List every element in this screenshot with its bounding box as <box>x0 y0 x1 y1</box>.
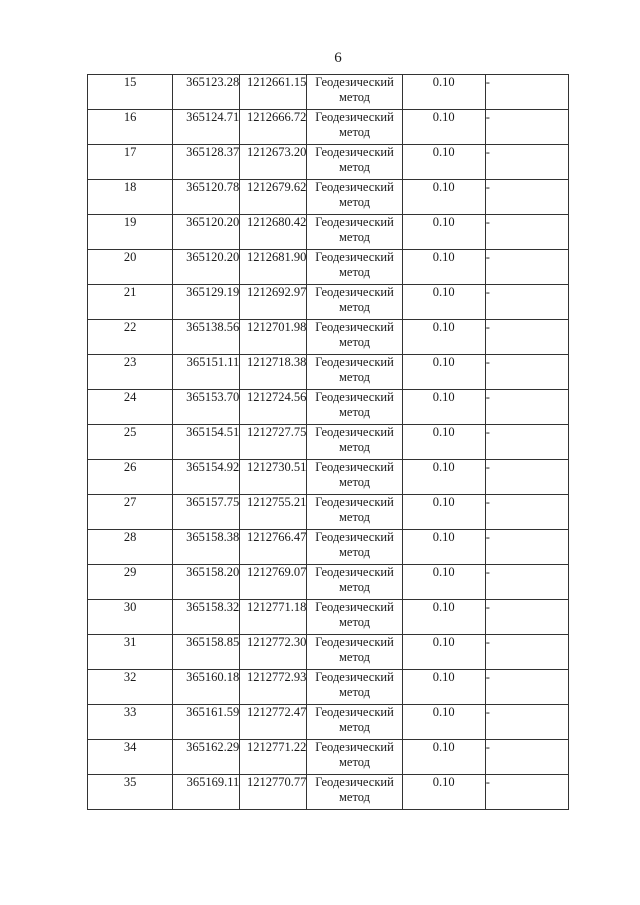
note-cell: - <box>485 250 568 285</box>
y-coordinate-cell: 1212718.38 <box>240 355 307 390</box>
y-coordinate-cell: 1212724.56 <box>240 390 307 425</box>
accuracy-cell: 0.10 <box>402 355 485 390</box>
method-cell <box>307 705 402 740</box>
coordinates-table <box>87 74 569 810</box>
x-coordinate-cell: 365154.92 <box>173 460 240 495</box>
y-coordinate-cell: 1212771.18 <box>240 600 307 635</box>
accuracy-cell: 0.10 <box>402 670 485 705</box>
y-coordinate-cell: 1212673.20 <box>240 145 307 180</box>
point-number-cell: 32 <box>88 670 173 705</box>
table-row <box>88 495 569 530</box>
method-label-line1: Геодезический <box>315 740 394 754</box>
method-cell <box>307 145 402 180</box>
table-row <box>88 110 569 145</box>
method-label-line2: метод <box>339 195 371 209</box>
accuracy-cell: 0.10 <box>402 495 485 530</box>
y-coordinate-cell: 1212771.22 <box>240 740 307 775</box>
method-label-line1: Геодезический <box>315 460 394 474</box>
method-cell <box>307 425 402 460</box>
method-label-line2: метод <box>339 545 371 559</box>
y-coordinate-cell: 1212755.21 <box>240 495 307 530</box>
method-label-line1: Геодезический <box>315 425 394 439</box>
method-cell <box>307 740 402 775</box>
x-coordinate-cell: 365128.37 <box>173 145 240 180</box>
accuracy-cell: 0.10 <box>402 635 485 670</box>
note-cell: - <box>485 635 568 670</box>
table-body <box>88 75 569 810</box>
method-cell <box>307 635 402 670</box>
y-coordinate-cell: 1212701.98 <box>240 320 307 355</box>
table-row <box>88 530 569 565</box>
note-cell: - <box>485 145 568 180</box>
y-coordinate-cell: 1212769.07 <box>240 565 307 600</box>
x-coordinate-cell: 365138.56 <box>173 320 240 355</box>
note-cell: - <box>485 565 568 600</box>
method-label-line2: метод <box>339 790 371 804</box>
table-row <box>88 215 569 250</box>
note-cell: - <box>485 740 568 775</box>
x-coordinate-cell: 365160.18 <box>173 670 240 705</box>
method-label-line1: Геодезический <box>315 285 394 299</box>
method-label-line1: Геодезический <box>315 495 394 509</box>
y-coordinate-cell: 1212666.72 <box>240 110 307 145</box>
accuracy-cell: 0.10 <box>402 530 485 565</box>
note-cell: - <box>485 390 568 425</box>
accuracy-cell: 0.10 <box>402 320 485 355</box>
accuracy-cell: 0.10 <box>402 390 485 425</box>
table-row <box>88 285 569 320</box>
y-coordinate-cell: 1212730.51 <box>240 460 307 495</box>
method-cell <box>307 390 402 425</box>
method-label-line2: метод <box>339 370 371 384</box>
method-label-line2: метод <box>339 335 371 349</box>
table-row <box>88 355 569 390</box>
x-coordinate-cell: 365120.20 <box>173 215 240 250</box>
method-label-line2: метод <box>339 650 371 664</box>
point-number-cell: 15 <box>88 75 173 110</box>
accuracy-cell: 0.10 <box>402 75 485 110</box>
accuracy-cell: 0.10 <box>402 285 485 320</box>
point-number-cell: 27 <box>88 495 173 530</box>
table-row <box>88 320 569 355</box>
note-cell: - <box>485 215 568 250</box>
point-number-cell: 30 <box>88 600 173 635</box>
x-coordinate-cell: 365120.20 <box>173 250 240 285</box>
method-label-line1: Геодезический <box>315 635 394 649</box>
note-cell: - <box>485 705 568 740</box>
y-coordinate-cell: 1212766.47 <box>240 530 307 565</box>
method-cell <box>307 775 402 810</box>
y-coordinate-cell: 1212727.75 <box>240 425 307 460</box>
method-label-line2: метод <box>339 90 371 104</box>
method-label-line1: Геодезический <box>315 705 394 719</box>
accuracy-cell: 0.10 <box>402 110 485 145</box>
x-coordinate-cell: 365157.75 <box>173 495 240 530</box>
method-cell <box>307 670 402 705</box>
y-coordinate-cell: 1212679.62 <box>240 180 307 215</box>
point-number-cell: 23 <box>88 355 173 390</box>
method-label-line2: метод <box>339 615 371 629</box>
note-cell: - <box>485 180 568 215</box>
accuracy-cell: 0.10 <box>402 740 485 775</box>
note-cell: - <box>485 110 568 145</box>
method-label-line1: Геодезический <box>315 110 394 124</box>
y-coordinate-cell: 1212770.77 <box>240 775 307 810</box>
y-coordinate-cell: 1212772.47 <box>240 705 307 740</box>
method-label-line1: Геодезический <box>315 250 394 264</box>
method-label-line2: метод <box>339 720 371 734</box>
accuracy-cell: 0.10 <box>402 705 485 740</box>
point-number-cell: 24 <box>88 390 173 425</box>
method-label-line2: метод <box>339 405 371 419</box>
accuracy-cell: 0.10 <box>402 460 485 495</box>
note-cell: - <box>485 355 568 390</box>
table-row <box>88 740 569 775</box>
point-number-cell: 31 <box>88 635 173 670</box>
method-label-line1: Геодезический <box>315 565 394 579</box>
y-coordinate-cell: 1212772.30 <box>240 635 307 670</box>
method-label-line1: Геодезический <box>315 75 394 89</box>
point-number-cell: 21 <box>88 285 173 320</box>
note-cell: - <box>485 320 568 355</box>
method-cell <box>307 110 402 145</box>
method-label-line1: Геодезический <box>315 600 394 614</box>
method-label-line2: метод <box>339 265 371 279</box>
point-number-cell: 28 <box>88 530 173 565</box>
accuracy-cell: 0.10 <box>402 215 485 250</box>
method-label-line1: Геодезический <box>315 670 394 684</box>
method-cell <box>307 215 402 250</box>
method-label-line1: Геодезический <box>315 775 394 789</box>
method-label-line2: метод <box>339 475 371 489</box>
table-row <box>88 425 569 460</box>
x-coordinate-cell: 365158.85 <box>173 635 240 670</box>
method-label-line2: метод <box>339 300 371 314</box>
method-cell <box>307 355 402 390</box>
point-number-cell: 29 <box>88 565 173 600</box>
method-cell <box>307 320 402 355</box>
point-number-cell: 33 <box>88 705 173 740</box>
x-coordinate-cell: 365129.19 <box>173 285 240 320</box>
method-label-line1: Геодезический <box>315 530 394 544</box>
accuracy-cell: 0.10 <box>402 600 485 635</box>
point-number-cell: 17 <box>88 145 173 180</box>
table-row <box>88 145 569 180</box>
x-coordinate-cell: 365158.38 <box>173 530 240 565</box>
point-number-cell: 20 <box>88 250 173 285</box>
x-coordinate-cell: 365151.11 <box>173 355 240 390</box>
x-coordinate-cell: 365169.11 <box>173 775 240 810</box>
method-cell <box>307 495 402 530</box>
point-number-cell: 35 <box>88 775 173 810</box>
table-row <box>88 775 569 810</box>
x-coordinate-cell: 365120.78 <box>173 180 240 215</box>
point-number-cell: 26 <box>88 460 173 495</box>
y-coordinate-cell: 1212681.90 <box>240 250 307 285</box>
method-label-line1: Геодезический <box>315 320 394 334</box>
x-coordinate-cell: 365161.59 <box>173 705 240 740</box>
method-label-line2: метод <box>339 580 371 594</box>
method-cell <box>307 460 402 495</box>
point-number-cell: 25 <box>88 425 173 460</box>
point-number-cell: 19 <box>88 215 173 250</box>
x-coordinate-cell: 365162.29 <box>173 740 240 775</box>
table-row <box>88 180 569 215</box>
table-row <box>88 635 569 670</box>
x-coordinate-cell: 365124.71 <box>173 110 240 145</box>
point-number-cell: 16 <box>88 110 173 145</box>
page-number: 6 <box>334 50 342 66</box>
y-coordinate-cell: 1212661.15 <box>240 75 307 110</box>
method-label-line1: Геодезический <box>315 145 394 159</box>
method-cell <box>307 180 402 215</box>
note-cell: - <box>485 670 568 705</box>
note-cell: - <box>485 460 568 495</box>
method-label-line2: метод <box>339 510 371 524</box>
note-cell: - <box>485 425 568 460</box>
note-cell: - <box>485 530 568 565</box>
method-cell <box>307 565 402 600</box>
x-coordinate-cell: 365158.20 <box>173 565 240 600</box>
accuracy-cell: 0.10 <box>402 425 485 460</box>
table-row <box>88 75 569 110</box>
note-cell: - <box>485 495 568 530</box>
x-coordinate-cell: 365123.28 <box>173 75 240 110</box>
accuracy-cell: 0.10 <box>402 250 485 285</box>
table-row <box>88 250 569 285</box>
note-cell: - <box>485 285 568 320</box>
note-cell: - <box>485 775 568 810</box>
x-coordinate-cell: 365154.51 <box>173 425 240 460</box>
x-coordinate-cell: 365153.70 <box>173 390 240 425</box>
point-number-cell: 34 <box>88 740 173 775</box>
method-label-line1: Геодезический <box>315 180 394 194</box>
note-cell: - <box>485 600 568 635</box>
method-label-line2: метод <box>339 685 371 699</box>
y-coordinate-cell: 1212680.42 <box>240 215 307 250</box>
method-cell <box>307 250 402 285</box>
note-cell: - <box>485 75 568 110</box>
point-number-cell: 18 <box>88 180 173 215</box>
method-cell <box>307 75 402 110</box>
method-label-line2: метод <box>339 230 371 244</box>
x-coordinate-cell: 365158.32 <box>173 600 240 635</box>
table-row <box>88 390 569 425</box>
method-cell <box>307 530 402 565</box>
accuracy-cell: 0.10 <box>402 775 485 810</box>
accuracy-cell: 0.10 <box>402 565 485 600</box>
method-label-line1: Геодезический <box>315 215 394 229</box>
table-row <box>88 600 569 635</box>
table-row <box>88 705 569 740</box>
method-cell <box>307 600 402 635</box>
y-coordinate-cell: 1212692.97 <box>240 285 307 320</box>
table-row <box>88 460 569 495</box>
method-label-line2: метод <box>339 755 371 769</box>
y-coordinate-cell: 1212772.93 <box>240 670 307 705</box>
method-label-line1: Геодезический <box>315 390 394 404</box>
accuracy-cell: 0.10 <box>402 180 485 215</box>
method-label-line2: метод <box>339 160 371 174</box>
table-row <box>88 565 569 600</box>
table-row <box>88 670 569 705</box>
accuracy-cell: 0.10 <box>402 145 485 180</box>
method-label-line2: метод <box>339 440 371 454</box>
method-cell <box>307 285 402 320</box>
point-number-cell: 22 <box>88 320 173 355</box>
method-label-line2: метод <box>339 125 371 139</box>
method-label-line1: Геодезический <box>315 355 394 369</box>
